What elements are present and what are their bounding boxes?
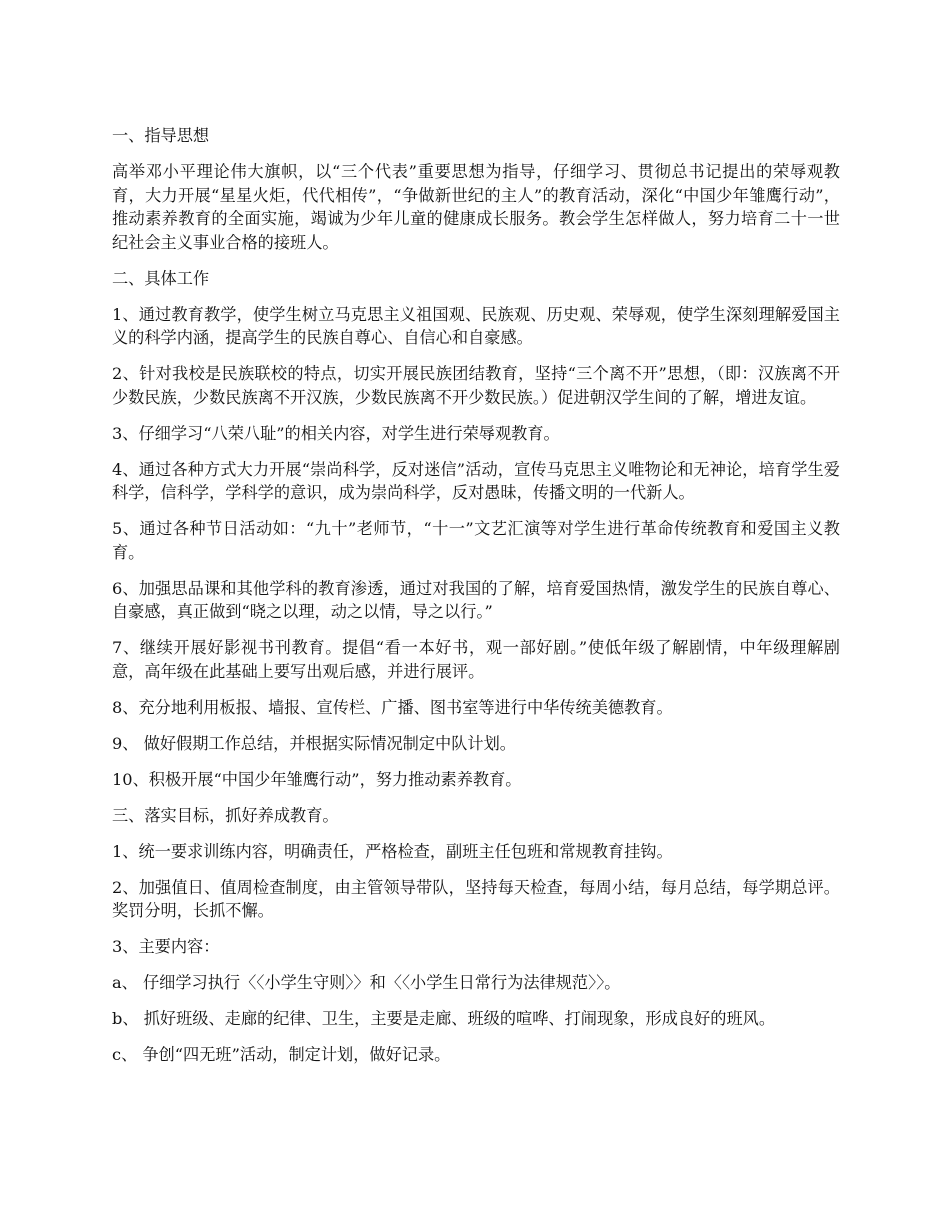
work-item-6: 6、加强思品课和其他学科的教育渗透，通过对我国的了解，培育爱国热情，激发学生的民族自尊心、自豪感，真正做到“晓之以理，动之以情，导之以行。” xyxy=(112,578,840,621)
work-item-5: 5、通过各种节日活动如：“九十”老师节，“十一”文艺汇演等对学生进行革命传统教育和爱国主义教育。 xyxy=(112,519,840,562)
work-item-9: 9、 做好假期工作总结，并根据实际情况制定中队计划。 xyxy=(112,733,516,753)
content-item-b: b、 抓好班级、走廊的纪律、卫生，主要是走廊、班级的喧哗、打闹现象，形成良好的班风。 xyxy=(112,1009,776,1028)
section-heading-specific-work: 二、具体工作 xyxy=(112,268,210,288)
work-item-7: 7、继续开展好影视书刊教育。提倡“看一本好书，观一部好剧。”使低年级了解剧情，中年级理解剧意，高年级在此基础上要写出观后感，并进行展评。 xyxy=(112,638,840,681)
section-heading-targets: 三、落实目标，抓好养成教育。 xyxy=(112,805,339,825)
work-item-2: 2、针对我校是民族联校的特点，切实开展民族团结教育，坚持“三个离不开”思想，（即：汉族离不开少数民族，少数民族离不开汉族，少数民族离不开少数民族。）促进朝汉学生间的了解，增进友谊。 xyxy=(112,364,840,407)
target-item-2: 2、加强值日、值周检查制度，由主管领导带队，坚持每天检查，每周小结，每月总结，每学期总评。奖罚分明，长抓不懈。 xyxy=(112,877,840,920)
section-heading-guiding-ideology: 一、指导思想 xyxy=(112,126,210,145)
work-item-3: 3、仔细学习“八荣八耻”的相关内容，对学生进行荣辱观教育。 xyxy=(112,423,560,443)
content-item-a: a、 仔细学习执行〈〈小学生守则〉〉和〈〈小学生日常行为法律规范〉〉。 xyxy=(112,973,621,992)
work-item-8: 8、充分地利用板报、墙报、宣传栏、广播、图书室等进行中华传统美德教育。 xyxy=(112,697,673,717)
content-item-c: c、 争创“四无班”活动，制定计划，做好记录。 xyxy=(112,1045,451,1064)
target-item-1: 1、统一要求训练内容，明确责任，严格检查，副班主任包班和常规教育挂钩。 xyxy=(112,841,673,861)
work-item-4: 4、通过各种方式大力开展“崇尚科学，反对迷信”活动，宣传马克思主义唯物论和无神论，培育学生爱科学，信科学，学科学的意识，成为崇尚科学，反对愚昧，传播文明的一代新人。 xyxy=(112,459,840,502)
document-body xyxy=(112,124,840,1079)
work-item-1: 1、通过教育教学，使学生树立马克思主义祖国观、民族观、历史观、荣辱观，使学生深刻理解爱国主义的科学内涵，提高学生的民族自尊心、自信心和自豪感。 xyxy=(112,304,840,347)
target-item-3: 3、主要内容： xyxy=(112,937,220,956)
paragraph-guiding-ideology: 高举邓小平理论伟大旗帜，以“三个代表”重要思想为指导，仔细学习、贯彻总书记提出的荣辱观教育，大力开展“星星火炬，代代相传”，“争做新世纪的主人”的教育活动，深化“中国少年雏鹰行动”，推动素养教育的全面实施，竭诚为少年儿童的健康成长服务。教会学生怎样做人，努力培育二十一世纪社会主义事业合格的接班人。 xyxy=(112,162,840,252)
work-item-10: 10、积极开展“中国少年雏鹰行动”，努力推动素养教育。 xyxy=(112,769,522,789)
